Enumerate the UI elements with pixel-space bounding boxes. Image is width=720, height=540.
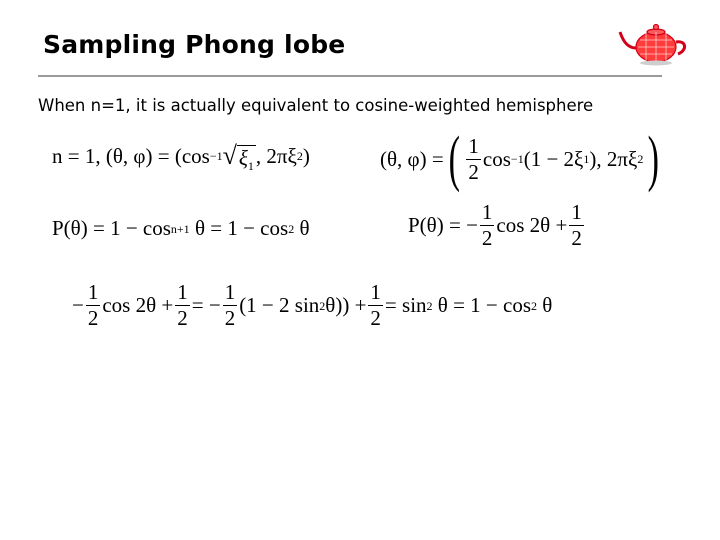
eq5-part4: θ)) +: [325, 293, 367, 317]
equation-cosine-sampling: (θ, φ) = ( $\frac{1}{2}$ cos −1 (1 − 2ξ 1 ), 2πξ 2 ): [380, 125, 660, 193]
eq1-xi: ξ: [238, 146, 248, 170]
title-divider: [38, 75, 662, 77]
eq5-part5: = sin: [384, 293, 427, 317]
eq4-mid: cos 2θ +: [496, 213, 568, 237]
eq5-half-d: $\frac{1}{2}$: [370, 280, 381, 330]
eq3-mid: θ = 1 − cos: [194, 216, 289, 240]
eq4-half-a: $\frac{1}{2}$: [481, 200, 493, 250]
right-paren-icon: ): [648, 125, 660, 193]
slide-title: Sampling Phong lobe: [43, 30, 346, 59]
eq5-half-c: $\frac{1}{2}$: [224, 280, 236, 330]
teapot-logo-icon: [618, 20, 690, 66]
eq2-lhs: (θ, φ) =: [380, 146, 444, 171]
eq2-arg: (1 − 2ξ: [523, 146, 584, 171]
eq3-lhs: P(θ) = 1 − cos: [52, 216, 171, 240]
eq2-half: $\frac{1}{2}$: [468, 133, 479, 184]
eq5-part1: cos 2θ +: [102, 293, 174, 317]
eq1-mid: , 2πξ: [255, 143, 297, 168]
equation-cdf-n1: [408, 202, 586, 249]
eq5-part7: θ: [542, 293, 553, 317]
eq1-close: ): [302, 143, 310, 168]
slide-subtitle: When n=1, it is actually equivalent to cosine-weighted hemisphere: [38, 96, 594, 115]
eq4-half-b: $\frac{1}{2}$: [571, 200, 582, 250]
eq5-part6: θ = 1 − cos: [437, 293, 532, 317]
eq2-cos: cos: [482, 146, 511, 171]
eq5-part3: (1 − 2 sin: [239, 293, 320, 317]
eq5-minus: −: [72, 293, 84, 317]
eq3-end: θ: [299, 216, 310, 240]
eq4-lhs: P(θ) = −: [408, 213, 478, 237]
sqrt-icon: √: [222, 141, 237, 170]
eq1-sqrt: [222, 141, 256, 173]
eq1-lhs: (θ, φ) = (cos: [105, 143, 210, 168]
equation-identity-derivation: − $\frac{1}{2}$ cos 2θ + $\frac{1}{2}$ = − $\frac{1}{2}$ (1 − 2 sin 2 θ)) + $\frac{1}{2}$ = sin 2 θ = 1 − cos 2 θ: [72, 280, 553, 330]
eq5-half-a: $\frac{1}{2}$: [87, 280, 99, 330]
eq1-sub1: 1: [247, 159, 254, 173]
eq5-part2: = −: [191, 293, 221, 317]
eq2-rest: ), 2πξ: [589, 146, 638, 171]
left-paren-icon: (: [448, 125, 460, 193]
equation-cdf-general: P(θ) = 1 − cos n+1 θ = 1 − cos 2 θ: [52, 216, 310, 240]
eq5-half-b: $\frac{1}{2}$: [177, 280, 188, 330]
equation-n1-sampling: n = 1, (θ, φ) = (cos −1 √ $\xi_1$ , 2πξ 2 ): [52, 141, 310, 173]
eq1-n-part: n = 1,: [52, 143, 101, 168]
